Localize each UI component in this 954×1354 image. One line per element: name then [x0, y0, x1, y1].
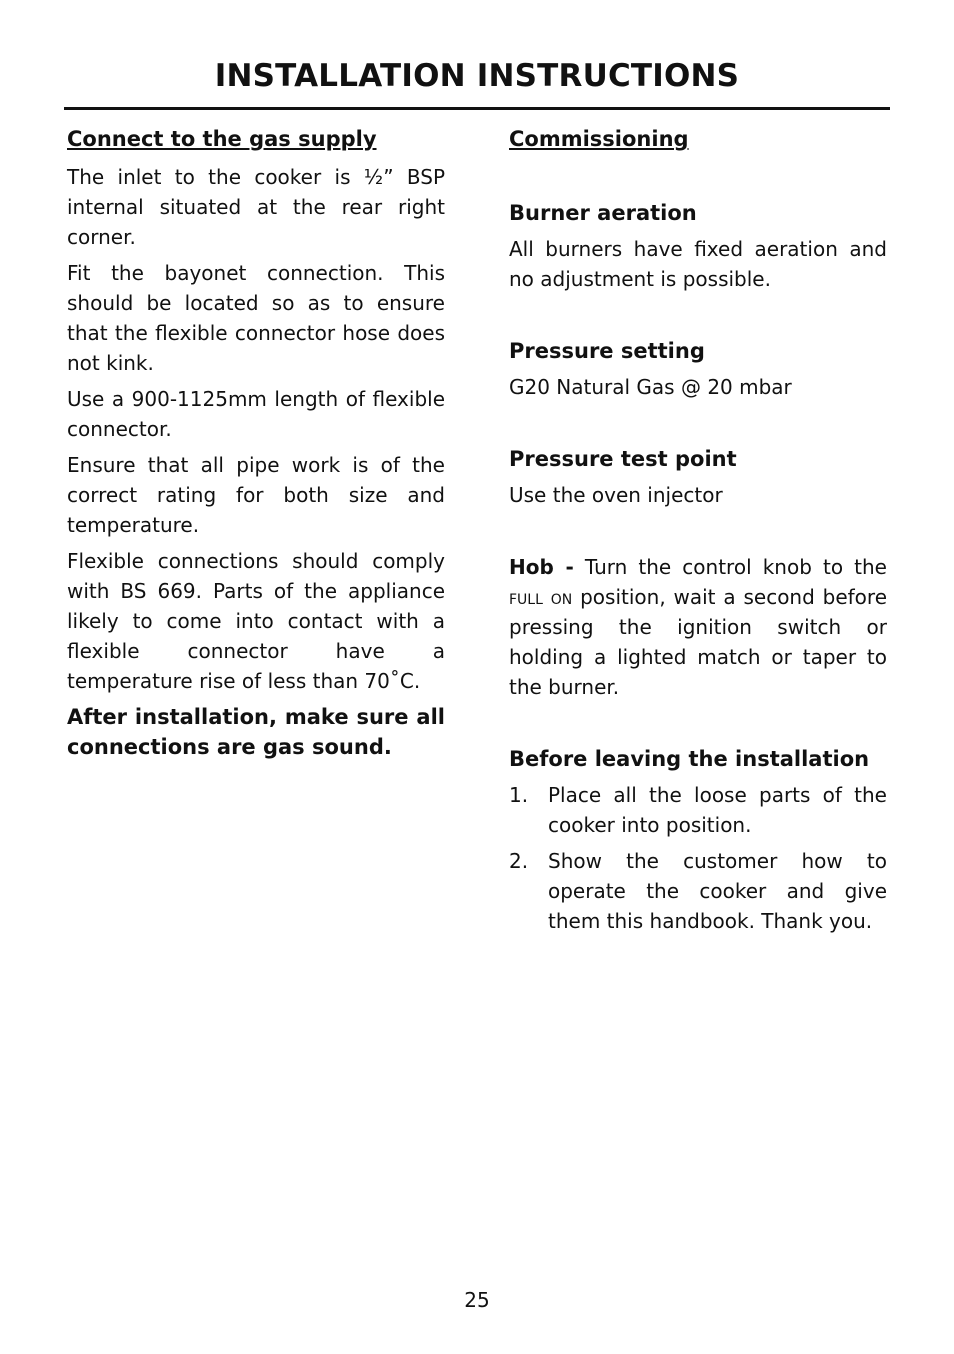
subheading-burner-aeration: Burner aeration — [509, 201, 697, 225]
hob-text-before: Turn the control knob to the — [573, 555, 887, 579]
step-number: 2. — [509, 849, 529, 873]
paragraph-pipe-rating: Ensure that all pipe work is of the correct rating for both size and temperature. — [67, 453, 445, 537]
paragraph-flexible-connections: Flexible connections should comply with BS 669. Parts of the appliance likely to come into contact with a flexible connector have a temperature rise of less than 70˚C. — [67, 549, 445, 693]
paragraph-connector-length: Use a 900-1125mm length of flexible connector. — [67, 387, 445, 441]
left-column — [67, 124, 445, 768]
paragraph-pressure-test-point: Use the oven injector — [509, 483, 723, 507]
paragraph-pressure-setting: G20 Natural Gas @ 20 mbar — [509, 375, 792, 399]
section-heading-commissioning: Commissioning — [509, 127, 689, 151]
step-number: 1. — [509, 783, 529, 807]
hob-full-on: full on — [509, 585, 573, 609]
steps-list — [509, 780, 887, 936]
right-column — [509, 124, 887, 942]
title-divider — [64, 107, 890, 110]
list-item — [509, 846, 887, 936]
subheading-pressure-setting: Pressure setting — [509, 339, 705, 363]
section-heading-gas-supply: Connect to the gas supply — [67, 127, 377, 151]
paragraph-hob — [509, 552, 887, 702]
list-item — [509, 780, 887, 840]
paragraph-inlet: The inlet to the cooker is ½” BSP internal situated at the rear right corner. — [67, 165, 445, 249]
hob-text-after: position, wait a second before pressing the ignition switch or holding a lighted match or taper to the burner. — [509, 585, 888, 699]
subheading-pressure-test-point: Pressure test point — [509, 447, 737, 471]
subheading-before-leaving: Before leaving the installation — [509, 747, 870, 771]
paragraph-burner-aeration: All burners have fixed aeration and no adjustment is possible. — [509, 237, 887, 291]
paragraph-bayonet: Fit the bayonet connection. This should be located so as to ensure that the flexible connector hose does not kink. — [67, 261, 445, 375]
hob-label: Hob - — [509, 555, 574, 579]
step-text: Place all the loose parts of the cooker into position. — [548, 783, 887, 837]
step-text: Show the customer how to operate the cooker and give them this handbook. Thank you. — [548, 849, 887, 933]
page-number: 25 — [464, 1288, 490, 1312]
page-title: INSTALLATION INSTRUCTIONS — [214, 58, 740, 94]
paragraph-gas-sound-warning: After installation, make sure all connections are gas sound. — [67, 705, 445, 759]
